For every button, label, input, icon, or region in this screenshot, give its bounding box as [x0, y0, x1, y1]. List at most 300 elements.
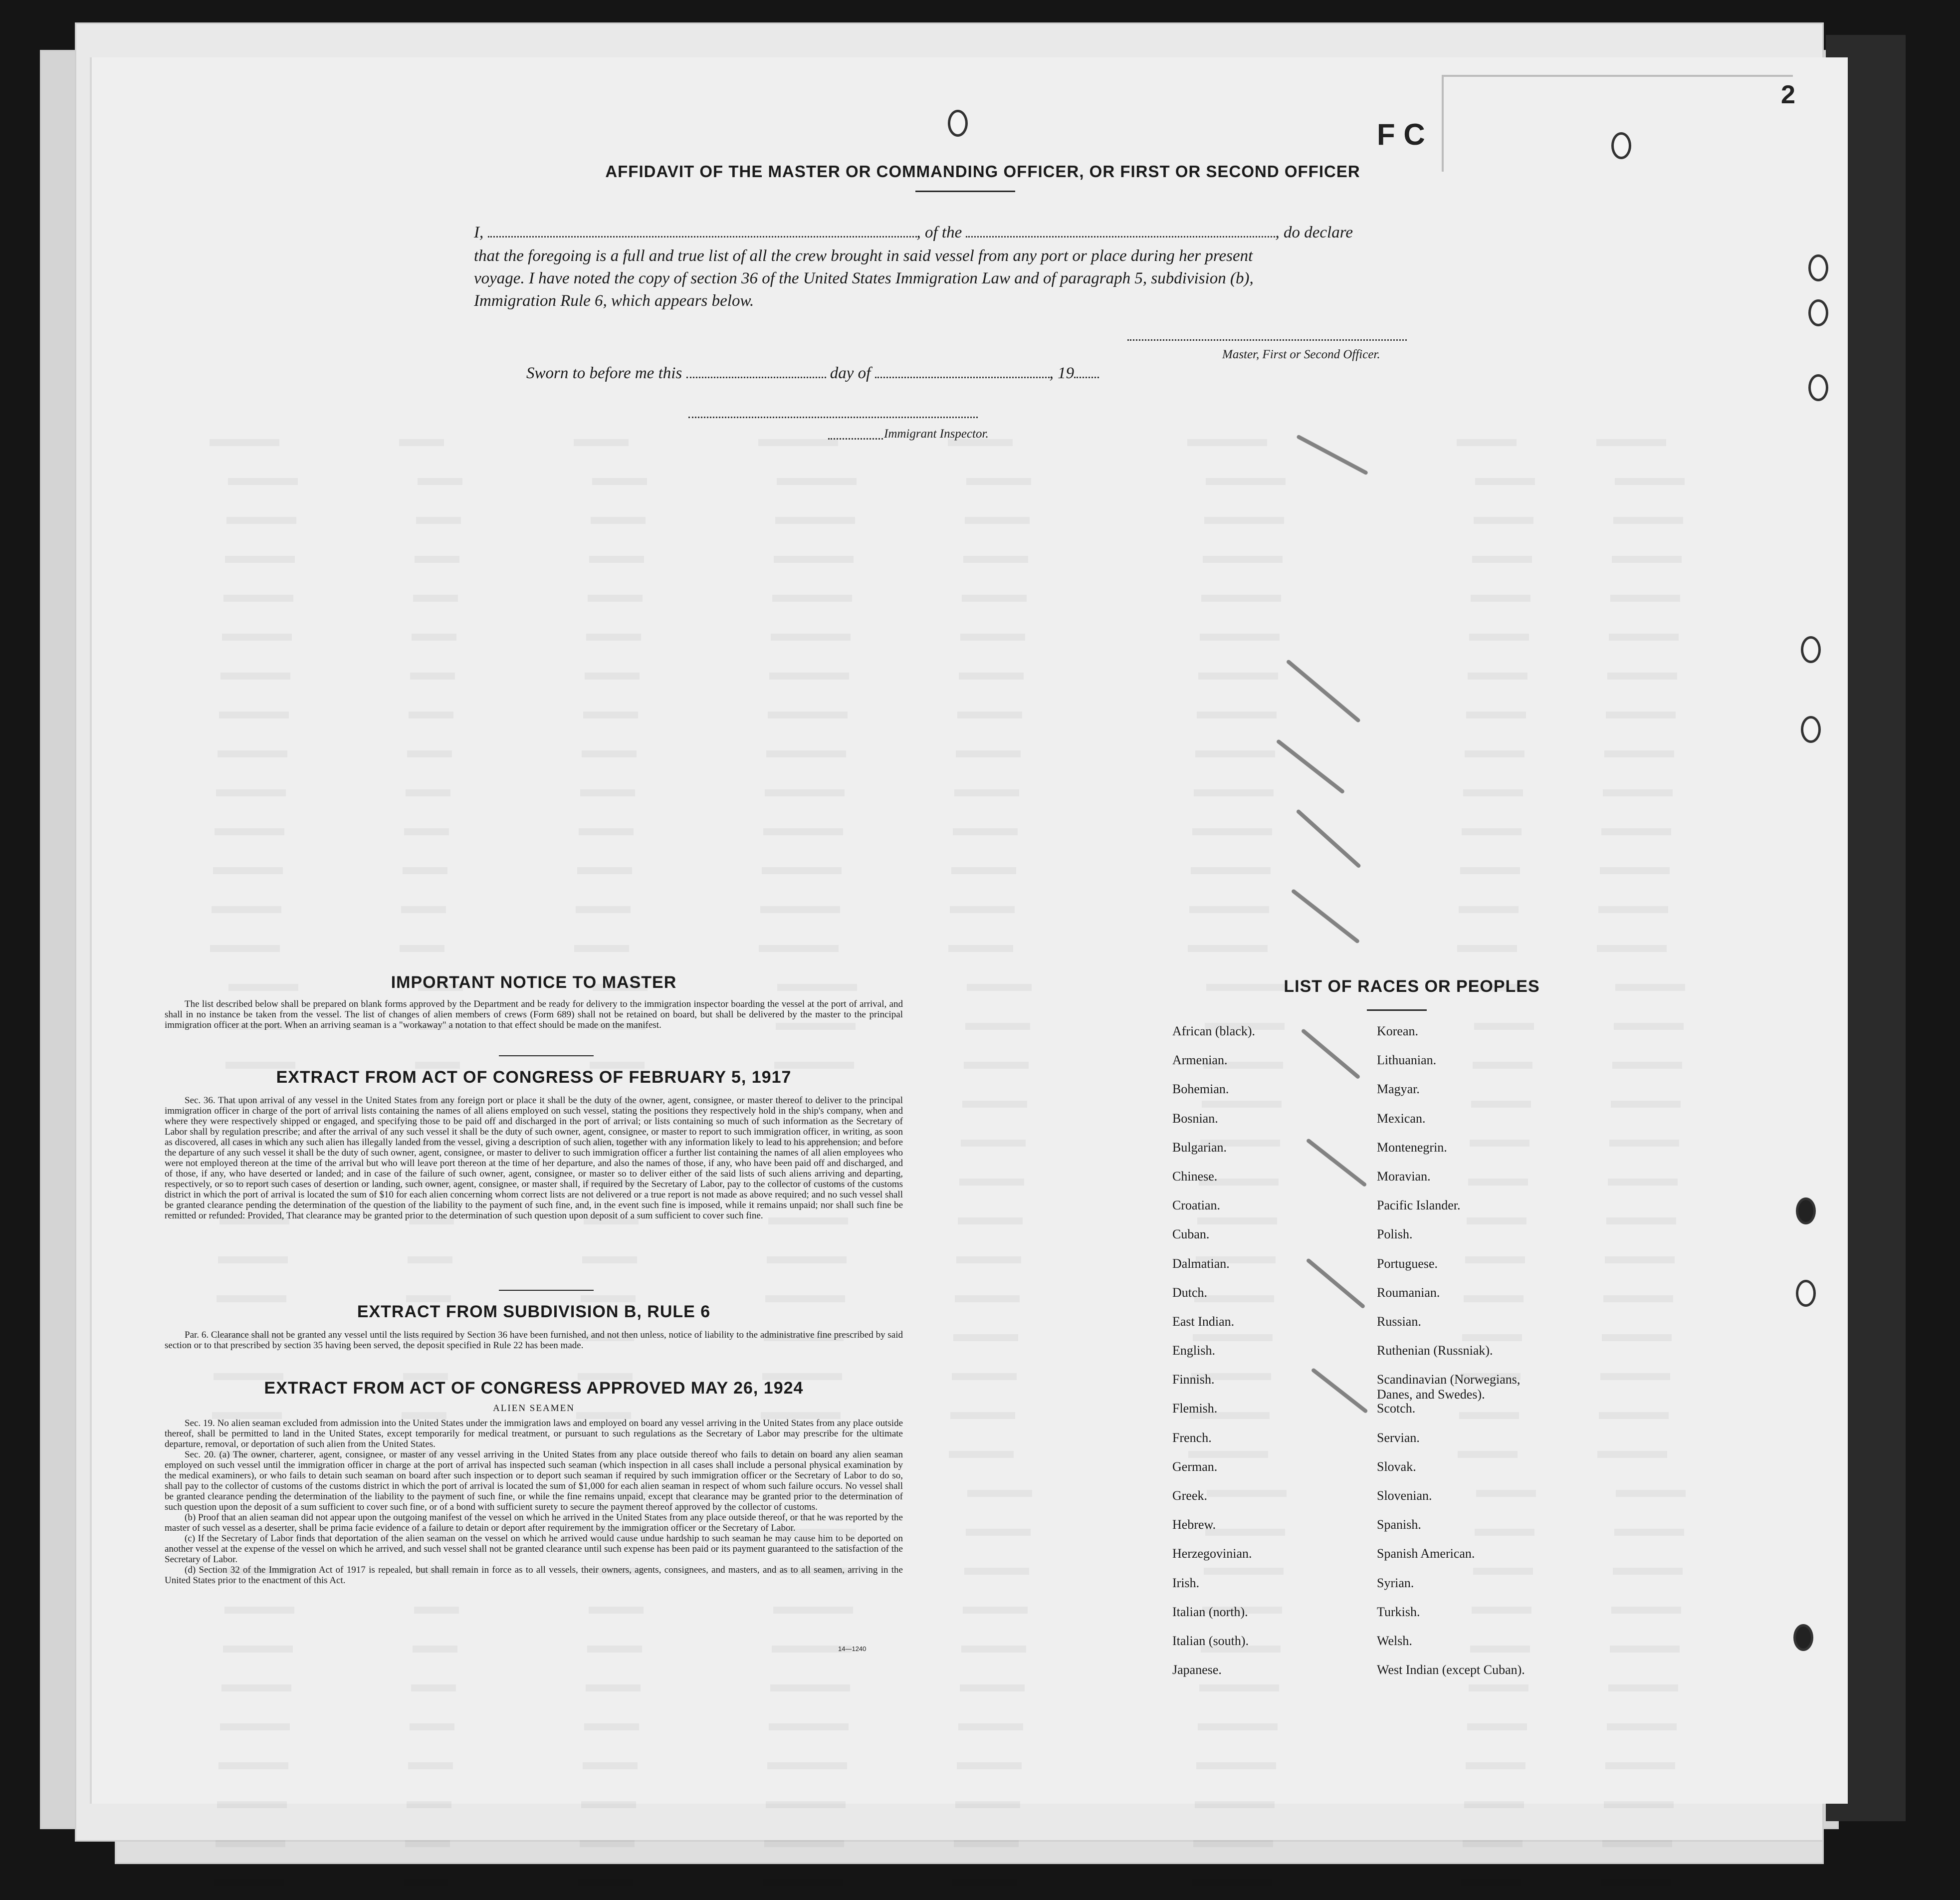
bleed-through-mark [768, 712, 848, 718]
bleed-through-mark [1598, 906, 1668, 913]
bleed-through-mark [760, 906, 840, 913]
bleed-through-mark [1469, 634, 1529, 641]
inspector-signature-line [688, 417, 978, 418]
bleed-through-mark [223, 595, 293, 602]
race-item: Mexican. [1377, 1111, 1426, 1126]
race-item: Dalmatian. [1172, 1256, 1230, 1271]
bleed-through-mark [1608, 1684, 1678, 1691]
bleed-through-mark [1204, 517, 1284, 524]
sworn-label: Sworn to before me this [526, 364, 682, 382]
sworn-day-blank [686, 377, 826, 378]
sworn-year-label: , 19 [1049, 364, 1075, 382]
bleed-through-mark [955, 1801, 1020, 1808]
bleed-through-mark [1464, 1801, 1524, 1808]
bleed-through-mark [1615, 478, 1685, 485]
bleed-through-mark [405, 1840, 450, 1847]
bleed-through-mark [226, 517, 296, 524]
notice-text [165, 999, 903, 1030]
bleed-through-mark [577, 867, 632, 874]
race-item: Russian. [1377, 1314, 1421, 1329]
bleed-through-mark [952, 1373, 1017, 1380]
bleed-through-mark [218, 1256, 288, 1263]
bleed-through-mark [580, 1840, 635, 1847]
bleed-through-mark [1466, 1762, 1525, 1769]
race-item: German. [1172, 1459, 1218, 1474]
races-title: LIST OF RACES OR PEOPLES [1284, 977, 1540, 996]
bleed-through-mark [957, 712, 1022, 718]
bleed-through-mark [1609, 1140, 1679, 1147]
bleed-through-mark [583, 1762, 638, 1769]
race-item: Montenegrin. [1377, 1140, 1447, 1155]
race-item: Bohemian. [1172, 1082, 1229, 1097]
alien-seamen-subtitle: ALIEN SEAMEN [493, 1403, 575, 1414]
bleed-through-mark [1189, 906, 1269, 913]
bleed-through-mark [1475, 478, 1535, 485]
bleed-through-mark [412, 634, 456, 641]
race-item: Flemish. [1172, 1401, 1218, 1416]
bleed-through-mark [409, 712, 453, 718]
bleed-through-mark [403, 867, 447, 874]
bleed-through-mark [1615, 984, 1685, 991]
sworn-day-of-label: day of [830, 364, 871, 382]
bleed-through-mark [962, 1101, 1027, 1108]
bleed-through-mark [585, 673, 640, 680]
bleed-through-mark [1460, 867, 1520, 874]
bleed-through-mark [228, 478, 298, 485]
bleed-through-mark [954, 1840, 1019, 1847]
race-item: Japanese. [1172, 1662, 1222, 1677]
bleed-through-mark [772, 595, 852, 602]
affidavit-line-4: Immigration Rule 6, which appears below. [474, 292, 754, 310]
extract-1924-title: EXTRACT FROM ACT OF CONGRESS APPROVED MAY 26, 1924 [264, 1379, 804, 1398]
extract-1917-title: EXTRACT FROM ACT OF CONGRESS OF FEBRUARY 5, 1917 [276, 1068, 792, 1087]
race-item: West Indian (except Cuban). [1377, 1662, 1525, 1677]
bleed-through-mark [1611, 1607, 1681, 1614]
bleed-through-mark [966, 1529, 1031, 1536]
bleed-through-mark [1607, 673, 1677, 680]
race-item: Bosnian. [1172, 1111, 1218, 1126]
bleed-through-mark [769, 1723, 849, 1730]
race-item: Armenian. [1172, 1053, 1228, 1068]
race-item: Chinese. [1172, 1169, 1218, 1184]
bleed-through-mark [956, 750, 1021, 757]
bleed-through-mark [1602, 1840, 1672, 1847]
bleed-through-mark [1457, 439, 1517, 446]
race-item: Magyar. [1377, 1082, 1420, 1097]
bleed-through-mark [775, 517, 855, 524]
bleed-through-mark [1609, 634, 1679, 641]
race-item: Finnish. [1172, 1372, 1215, 1387]
bleed-through-mark [1197, 712, 1277, 718]
bleed-through-mark [399, 439, 444, 446]
bleed-through-mark [415, 556, 459, 563]
race-item: Hebrew. [1172, 1517, 1216, 1532]
sec-20b-paragraph: (b) Proof that an alien seaman did not appear upon the outgoing manifest of the vessel on which he arrived in the United States from any place outside thereof, or that he was reported by the master of such vessel as a deserter, shall be prima facie evidence of a failure to detain or deport after requirement by the immigration officer or the Secretary of Labor. [165, 1512, 903, 1533]
punch-hole [1801, 636, 1821, 663]
punch-hole [1796, 1197, 1816, 1224]
bleed-through-mark [212, 906, 281, 913]
extract-rule6-text [165, 1330, 903, 1351]
bleed-through-mark [1612, 1062, 1682, 1069]
bleed-through-mark [769, 673, 849, 680]
bleed-through-mark [584, 1723, 639, 1730]
race-item: Lithuanian. [1377, 1053, 1437, 1068]
bleed-through-mark [224, 1607, 294, 1614]
race-item: Ruthenian (Russniak). [1377, 1343, 1493, 1358]
bleed-through-mark [773, 1607, 853, 1614]
race-item: Irish. [1172, 1575, 1200, 1590]
bleed-through-mark [1610, 595, 1680, 602]
bleed-through-mark [589, 556, 644, 563]
bleed-through-mark [216, 1840, 285, 1847]
bleed-through-mark [762, 867, 842, 874]
bleed-through-mark [410, 673, 455, 680]
affidavit-i-label: I, [474, 224, 484, 241]
bleed-through-mark [589, 1607, 644, 1614]
bleed-through-mark [764, 1840, 844, 1847]
bleed-through-mark [765, 1295, 845, 1302]
punch-hole [1611, 132, 1631, 159]
bleed-through-mark [400, 945, 444, 952]
bleed-through-mark [413, 1646, 457, 1653]
bleed-through-mark [1604, 750, 1674, 757]
bleed-through-mark [1463, 789, 1523, 796]
bleed-through-mark [777, 478, 857, 485]
bleed-through-mark [949, 1451, 1014, 1458]
signature-label: Master, First or Second Officer. [1222, 348, 1380, 361]
bleed-through-mark [574, 945, 629, 952]
affidavit-line-2: that the foregoing is a full and true list of all the crew brought in said vessel from any port or place during her present [474, 247, 1253, 265]
bleed-through-mark [1196, 1762, 1276, 1769]
bleed-through-mark [416, 517, 461, 524]
bleed-through-mark [407, 750, 452, 757]
races-left-column [1172, 1024, 1412, 1691]
bleed-through-mark [758, 439, 838, 446]
bleed-through-mark [1198, 673, 1278, 680]
punch-hole [1801, 716, 1821, 743]
bleed-through-mark [408, 1762, 453, 1769]
bleed-through-mark [583, 712, 638, 718]
bleed-through-mark [961, 1646, 1026, 1653]
extract-1917-text [165, 1095, 903, 1221]
extract-1924-text [165, 1418, 903, 1586]
bleed-through-mark [1462, 828, 1522, 835]
bleed-through-mark [220, 1723, 290, 1730]
bleed-through-mark [1605, 1762, 1675, 1769]
bleed-through-mark [1193, 1840, 1273, 1847]
bleed-through-mark [1472, 556, 1532, 563]
bleed-through-mark [954, 789, 1019, 796]
bleed-through-mark [591, 517, 646, 524]
bleed-through-mark [1596, 439, 1666, 446]
section-divider [499, 1290, 594, 1291]
bleed-through-mark [218, 1762, 288, 1769]
bleed-through-mark [1607, 1723, 1677, 1730]
bleed-through-mark [1610, 1646, 1680, 1653]
bleed-through-mark [574, 439, 629, 446]
bleed-through-mark [967, 984, 1032, 991]
bleed-through-mark [1613, 1568, 1683, 1575]
bleed-through-mark [1198, 1723, 1278, 1730]
bleed-through-mark [1191, 867, 1271, 874]
race-item: Slovak. [1377, 1459, 1416, 1474]
bleed-through-mark [763, 828, 843, 835]
punch-hole [948, 110, 968, 137]
bleed-through-mark [1604, 1801, 1674, 1808]
bleed-through-mark [965, 517, 1030, 524]
bleed-through-mark [960, 1684, 1025, 1691]
bleed-through-mark [408, 1256, 452, 1263]
bleed-through-mark [404, 828, 449, 835]
bleed-through-mark [222, 634, 292, 641]
bleed-through-mark [592, 478, 647, 485]
race-item: Croatian. [1172, 1198, 1221, 1213]
race-item: African (black). [1172, 1024, 1256, 1038]
bleed-through-mark [578, 1879, 633, 1886]
bleed-through-mark [763, 1879, 843, 1886]
bleed-through-mark [1614, 1529, 1684, 1536]
sworn-month-blank [875, 377, 1050, 378]
form-number: 14—1240 [838, 1645, 867, 1653]
bleed-through-mark [1192, 828, 1272, 835]
par-6-paragraph: Par. 6. Clearance shall not be granted any vessel until the lists required by Section 36 have been furnished, and not then unless, notice of liability to the administrative fine prescribed by said section or to that prescribed by section 35 having been served, the deposit specified in Rule 22 has been made. [165, 1330, 903, 1351]
race-item: Portuguese. [1377, 1256, 1438, 1271]
bleed-through-mark [1459, 906, 1519, 913]
bleed-through-mark [1200, 634, 1280, 641]
bleed-through-mark [410, 1723, 454, 1730]
bleed-through-mark [774, 556, 854, 563]
bleed-through-mark [957, 1762, 1022, 1769]
bleed-through-mark [959, 673, 1024, 680]
bleed-through-mark [766, 1801, 846, 1808]
bleed-through-mark [217, 1801, 287, 1808]
bleed-through-mark [966, 478, 1031, 485]
bleed-through-mark [1201, 595, 1281, 602]
races-title-underline [1367, 1009, 1427, 1011]
bleed-through-mark [1616, 1490, 1686, 1497]
race-item: Italian (south). [1172, 1633, 1249, 1648]
bleed-through-mark [218, 750, 287, 757]
bleed-through-mark [225, 556, 295, 563]
bleed-through-mark [406, 789, 450, 796]
bleed-through-mark [1195, 1801, 1275, 1808]
bleed-through-mark [1192, 1879, 1272, 1886]
affidavit-declare-label: , do declare [1275, 224, 1353, 241]
bleed-through-mark [1465, 750, 1524, 757]
bleed-through-mark [955, 1295, 1020, 1302]
sworn-line [526, 364, 1099, 383]
bleed-through-mark [1606, 712, 1676, 718]
bleed-through-mark [1194, 789, 1274, 796]
race-item: Dutch. [1172, 1285, 1208, 1300]
punch-hole [1808, 254, 1828, 281]
bleed-through-mark [1612, 556, 1682, 563]
race-item: Polish. [1377, 1227, 1413, 1242]
bleed-through-mark [965, 1023, 1030, 1030]
race-item: Spanish American. [1377, 1546, 1475, 1561]
race-item: Pacific Islander. [1377, 1198, 1461, 1213]
sec-20a-paragraph: Sec. 20. (a) The owner, charterer, agent, consignee, or master of any vessel arriving in the United States from any place outside thereof who fails to detain on board any alien seaman employed on such vessel until the immigration officer in charge at the port of arrival has inspected such seaman (which inspection in all cases shall include a personal physical examination by the medical examiners), or who fails to detain such seaman on board after such inspection or to deport such seaman if required by such immigration officer or the Secretary of Labor to do so, shall pay to the collector of customs of the customs district in which the port of arrival is located the sum of $1,000 for each alien seaman in respect of whom such failure occurs. No vessel shall be granted clearance pending the determination of the liability to the payment of such fine, or while the fine remains unpaid, except that clearance may be granted prior to the determination of such question upon the deposit of a sum sufficient to cover such fine, or of a bond with sufficient surety to secure the payment thereof approved by the collector of customs. [165, 1449, 903, 1512]
race-item: Herzegovinian. [1172, 1546, 1252, 1561]
bleed-through-mark [581, 1295, 636, 1302]
name-blank [488, 236, 917, 238]
bleed-through-mark [948, 945, 1013, 952]
signature-line [1127, 339, 1407, 341]
race-item: Servian. [1377, 1430, 1420, 1445]
race-item: East Indian. [1172, 1314, 1235, 1329]
bleed-through-mark [1187, 439, 1267, 446]
race-item: Cuban. [1172, 1227, 1210, 1242]
bleed-through-mark [1471, 595, 1530, 602]
race-item: Scandinavian (Norwegians, Danes, and Swedes). [1377, 1372, 1521, 1402]
bleed-through-mark [413, 595, 458, 602]
bleed-through-mark [1468, 673, 1527, 680]
bleed-through-mark [576, 906, 631, 913]
bleed-through-mark [963, 556, 1028, 563]
race-item: Spanish. [1377, 1517, 1421, 1532]
bleed-through-mark [220, 673, 290, 680]
bleed-through-mark [964, 1062, 1029, 1069]
bleed-through-mark [579, 828, 634, 835]
race-item: French. [1172, 1430, 1212, 1445]
bleed-through-mark [411, 1684, 456, 1691]
bleed-through-mark [586, 634, 641, 641]
bleed-through-mark [210, 439, 279, 446]
bleed-through-mark [1603, 789, 1673, 796]
vessel-blank [966, 236, 1275, 238]
affidavit-title: AFFIDAVIT OF THE MASTER OR COMMANDING OFFICER, OR FIRST OR SECOND OFFICER [605, 162, 1360, 181]
bleed-through-mark [1601, 828, 1671, 835]
bleed-through-mark [1467, 1723, 1527, 1730]
bleed-through-mark [581, 1801, 636, 1808]
bleed-through-mark [414, 1607, 459, 1614]
bleed-through-mark [953, 828, 1018, 835]
race-item: Italian (north). [1172, 1604, 1248, 1619]
race-item: Bulgarian. [1172, 1140, 1227, 1155]
punch-hole [1808, 299, 1828, 326]
affidavit-line-3: voyage. I have noted the copy of section 36 of the United States Immigration Law and of paragraph 5, subdivision (b), [474, 269, 1254, 287]
bleed-through-mark [1463, 1840, 1523, 1847]
bleed-through-mark [1461, 1879, 1521, 1886]
race-item: Scotch. [1377, 1401, 1416, 1416]
top-center-mark: F C [1377, 118, 1425, 151]
race-item: Korean. [1377, 1024, 1419, 1038]
bleed-through-mark [406, 1295, 451, 1302]
bleed-through-mark [1614, 1023, 1684, 1030]
bleed-through-mark [580, 789, 635, 796]
bleed-through-mark [587, 1646, 642, 1653]
bleed-through-mark [1195, 750, 1275, 757]
bleed-through-mark [950, 906, 1015, 913]
bleed-through-mark [1613, 517, 1683, 524]
bleed-through-mark [766, 750, 846, 757]
race-item: Moravian. [1377, 1169, 1431, 1184]
bleed-through-mark [962, 595, 1027, 602]
sec-20c-paragraph: (c) If the Secretary of Labor finds that deportation of the alien seaman on the vessel on which he arrived would cause undue hardship to such seaman he may cause him to be deported on another vessel at the expense of the vessel on which he arrived, and such vessel shall not be granted clearance until such expense has been paid or its payment guaranteed to the satisfaction of the Secretary of Labor. [165, 1533, 903, 1565]
bleed-through-mark [582, 750, 637, 757]
bleed-through-mark [771, 634, 851, 641]
race-item: Welsh. [1377, 1633, 1412, 1648]
punch-hole [1808, 374, 1828, 401]
bleed-through-mark [1206, 478, 1286, 485]
bleed-through-mark [1474, 517, 1533, 524]
punch-hole [1796, 1280, 1816, 1307]
bleed-through-mark [213, 867, 283, 874]
bleed-through-mark [1597, 945, 1667, 952]
bleed-through-mark [953, 1334, 1018, 1341]
notice-title: IMPORTANT NOTICE TO MASTER [391, 973, 677, 992]
inspector-signature-line [828, 438, 883, 440]
bleed-through-mark [401, 906, 446, 913]
bleed-through-mark [958, 1217, 1023, 1224]
bleed-through-mark [967, 1490, 1032, 1497]
sec-20d-paragraph: (d) Section 32 of the Immigration Act of 1917 is repealed, but shall remain in force as to all vessels, their owners, agents, consignees, and masters, and as to all seamen, arriving in the United States prior to the enactment of this Act. [165, 1565, 903, 1586]
bleed-through-mark [963, 1607, 1028, 1614]
races-right-column [1377, 1024, 1616, 1691]
bleed-through-mark [767, 1762, 847, 1769]
bleed-through-mark [418, 478, 462, 485]
affidavit-of-the-label: , of the [916, 224, 962, 241]
section-divider [499, 1055, 594, 1056]
bleed-through-mark [588, 595, 643, 602]
punch-hole [1793, 1624, 1813, 1651]
bleed-through-mark [1611, 1101, 1681, 1108]
notice-paragraph: The list described below shall be prepared on blank forms approved by the Department and be ready for delivery to the immigration inspector boarding the vessel at the port of arrival, and shall in no instance be taken from the vessel. The list of changes of alien members of crews (Form 689) shall not be retained on board, but shall be delivered by the master to the principal immigration officer at the port. When an arriving seaman is a "workaway" a notation to that effect should be made on the manifest. [165, 999, 903, 1030]
bleed-through-mark [1203, 556, 1283, 563]
sec-19-paragraph: Sec. 19. No alien seaman excluded from admission into the United States under the immigration laws and employed on board any vessel arriving in the United States from any place outside thereof, shall be permitted to land in the United States, except temporarily for medical treatment, or pursuant to such regulations as the Secretary of Labor may prescribe for the ultimate departure, removal, or deportation of such alien from the United States. [165, 1418, 903, 1449]
bleed-through-mark [961, 1140, 1026, 1147]
bleed-through-mark [1601, 1879, 1671, 1886]
bleed-through-mark [1457, 945, 1517, 952]
bleed-through-mark [958, 1723, 1023, 1730]
race-item: Syrian. [1377, 1575, 1414, 1590]
title-underline [915, 191, 1015, 192]
bleed-through-mark [950, 1412, 1015, 1419]
bleed-through-mark [217, 1295, 286, 1302]
bleed-through-mark [951, 867, 1016, 874]
race-item: Greek. [1172, 1488, 1208, 1503]
bleed-through-mark [1600, 867, 1670, 874]
sec-36-paragraph: Sec. 36. That upon arrival of any vessel in the United States from any foreign port or place it shall be the duty of the owner, agent, consignee, or master thereof to deliver to the principal immigration officer in charge of the port of arrival lists containing the names of all aliens employed on such vessel, stating the positions they respectively hold in the ship's company, when and where they were respectively shipped or engaged, and specifying those to be paid off and discharged in the port of arrival; or lists containing so much of such information as the Secretary of Labor shall by regulation prescribe; and after the arrival of any such vessel it shall be the duty of such owner, agent, consignee, or master to report to such immigration officer, in writing, as soon as discovered, all cases in which any such alien has illegally landed from the vessel, giving a description of such alien, together with any information likely to lead to his apprehension; and before the departure of any such vessel it shall be the duty of such owner, agent, consignee, or master to deliver to such immigration officer a further list containing the names of all alien employees who were not employed thereon at the time of the arrival but who will leave port thereon at the time of her departure, and also the names of those, if any, who have been paid off and discharged, and of those, if any, who have deserted or landed; and in case of the failure of such owner, agent, consignee, or master so to deliver either of the said lists of such aliens arriving and departing, respectively, or so to report such cases of desertion or landing, such owner, agent, consignee, or master shall, if required by the Secretary of Labor, pay to the collector of customs of the customs district in which the port of arrival is located the sum of $10 for each alien concerning whom correct lists are not delivered or a true report is not made as above required; and no such vessel shall be granted clearance pending the determination of the question of the liability to the payment of such fine, and, in the event such fine is imposed, while it remains unpaid; nor shall such fine be remitted or refunded: Provided, That clearance may be granted prior to the determination of such question upon deposit of a sum sufficient to cover such fine. [165, 1095, 903, 1221]
bleed-through-mark [216, 789, 286, 796]
top-right-mark: 2 [1781, 80, 1795, 109]
bleed-through-mark [767, 1256, 847, 1263]
bleed-through-mark [582, 1256, 637, 1263]
bleed-through-mark [407, 1801, 451, 1808]
bleed-through-mark [219, 712, 289, 718]
bleed-through-mark [404, 1879, 448, 1886]
bleed-through-mark [223, 1646, 293, 1653]
bleed-through-mark [1466, 712, 1526, 718]
bleed-through-mark [1188, 945, 1268, 952]
bleed-through-mark [1608, 1179, 1678, 1186]
race-item: English. [1172, 1343, 1215, 1358]
bleed-through-mark [221, 1684, 291, 1691]
bleed-through-mark [964, 1568, 1029, 1575]
bleed-through-mark [765, 789, 845, 796]
bleed-through-mark [210, 945, 280, 952]
bleed-through-mark [952, 1879, 1017, 1886]
bleed-through-mark [770, 1684, 850, 1691]
bleed-through-mark [586, 1684, 641, 1691]
bleed-through-mark [959, 1179, 1024, 1186]
bleed-through-mark [759, 945, 839, 952]
race-item: Turkish. [1377, 1604, 1420, 1619]
bleed-through-mark [956, 1256, 1021, 1263]
bleed-through-mark [1606, 1217, 1676, 1224]
extract-rule6-title: EXTRACT FROM SUBDIVISION B, RULE 6 [357, 1302, 711, 1321]
sworn-year-blank [1074, 377, 1099, 378]
